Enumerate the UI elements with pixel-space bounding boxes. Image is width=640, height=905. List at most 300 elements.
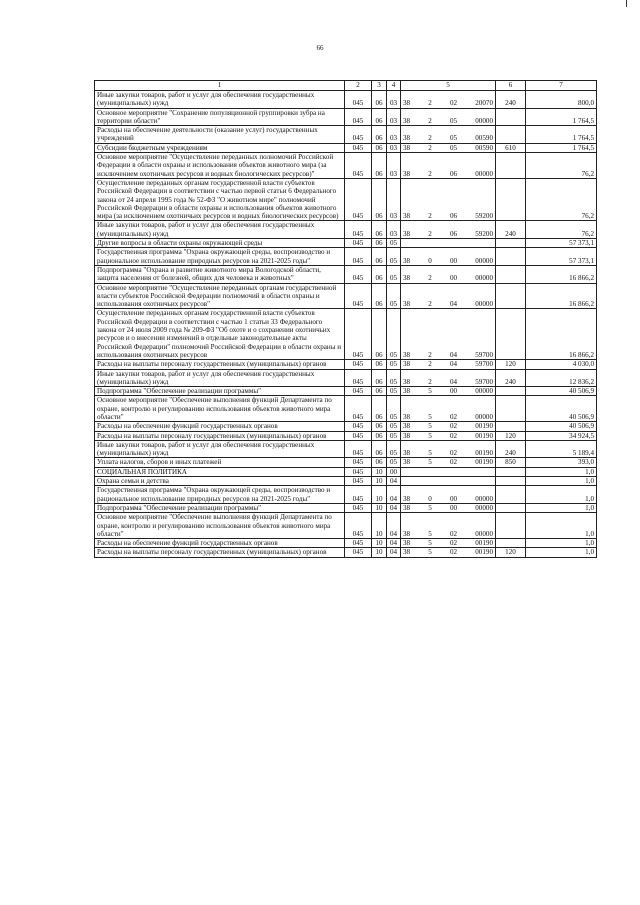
target-article-parts [403, 422, 493, 430]
header-col-3: 3 [372, 81, 387, 91]
header-col-4: 4 [387, 81, 401, 91]
row-expense-type [496, 126, 526, 144]
header-col-1: 1 [95, 81, 345, 91]
table-row [95, 248, 597, 266]
target-article-part: 00000 [475, 256, 493, 265]
row-section-code: 10 [372, 539, 387, 548]
target-article-part: 38 [403, 449, 411, 458]
row-admin-code: 045 [345, 360, 372, 369]
row-expense-type: 120 [496, 431, 526, 440]
target-article-part: 5 [428, 431, 432, 440]
target-article-part: 05 [449, 134, 458, 143]
row-expense-type [496, 539, 526, 548]
row-amount: 4 030,0 [526, 360, 597, 369]
row-name: Субсидии бюджетным учреждениям [95, 143, 345, 152]
header-col-7: 7 [526, 81, 597, 91]
target-article-part: 00000 [475, 169, 493, 178]
row-target-article [401, 221, 496, 239]
target-article-part: 38 [403, 116, 411, 125]
row-expense-type [496, 108, 526, 126]
target-article-part: 04 [449, 360, 458, 369]
table-row [95, 513, 597, 539]
target-article-parts [403, 144, 493, 152]
row-subsection-code: 04 [387, 486, 401, 504]
row-subsection-code: 05 [387, 422, 401, 431]
row-section-code: 06 [372, 369, 387, 387]
row-expense-type: 240 [496, 440, 526, 458]
page-edge-mark [626, 0, 627, 7]
row-target-article [401, 467, 496, 476]
row-section-code: 06 [372, 309, 387, 360]
row-target-article [401, 91, 496, 109]
page-number: 66 [316, 44, 324, 52]
row-section-code: 06 [372, 108, 387, 126]
row-target-article [401, 126, 496, 144]
row-name: Подпрограмма "Обеспечение реализации программы" [95, 387, 345, 396]
target-article-parts [403, 300, 493, 308]
target-article-parts [403, 378, 493, 386]
target-article-parts [403, 413, 493, 421]
row-target-article [401, 387, 496, 396]
row-target-article [401, 248, 496, 266]
target-article-part: 5 [428, 422, 432, 431]
row-section-code: 06 [372, 387, 387, 396]
row-admin-code: 045 [345, 143, 372, 152]
row-target-article [401, 548, 496, 557]
target-article-part: 00000 [475, 412, 493, 421]
target-article-parts [403, 170, 493, 178]
row-subsection-code: 03 [387, 108, 401, 126]
target-article-part: 38 [403, 360, 411, 369]
target-article-part: 02 [449, 539, 458, 548]
row-expense-type [496, 396, 526, 422]
row-section-code: 10 [372, 513, 387, 539]
row-expense-type [496, 422, 526, 431]
target-article-part: 00 [449, 494, 458, 503]
row-subsection-code: 04 [387, 477, 401, 486]
row-subsection-code: 05 [387, 283, 401, 309]
target-article-part: 38 [403, 350, 411, 359]
target-article-part: 02 [449, 422, 458, 431]
row-name: Осуществление переданных органам государственной власти субъектов Российской Федерации в соответствии с частью 1 статьи 33 Федерального закона от 24 июля 2009 года № 209-ФЗ "Об охоте и о сохранении охотничьих ресурсов и о внесении изменений в отдельные законодательные акты Российской Федерации" полномочий Российской Федерации в области охраны и использования охотничьих ресурсов [95, 309, 345, 360]
row-admin-code: 045 [345, 477, 372, 486]
target-article-part: 00000 [475, 494, 493, 503]
row-section-code: 10 [372, 486, 387, 504]
target-article-part: 38 [403, 300, 411, 309]
row-amount: 40 506,9 [526, 422, 597, 431]
row-admin-code: 045 [345, 486, 372, 504]
target-article-part: 00190 [475, 422, 493, 431]
row-expense-type [496, 486, 526, 504]
target-article-part: 00 [449, 387, 458, 396]
row-amount: 40 506,9 [526, 396, 597, 422]
target-article-parts [403, 351, 493, 359]
budget-table [94, 80, 597, 558]
row-target-article [401, 369, 496, 387]
row-subsection-code: 03 [387, 178, 401, 220]
target-article-part: 00190 [475, 539, 493, 548]
row-section-code: 06 [372, 265, 387, 283]
row-target-article [401, 153, 496, 179]
row-subsection-code: 00 [387, 467, 401, 476]
target-article-part: 38 [403, 377, 411, 386]
row-expense-type [496, 387, 526, 396]
row-admin-code: 045 [345, 265, 372, 283]
row-amount: 57 373,1 [526, 239, 597, 248]
target-article-part: 02 [449, 548, 458, 557]
row-subsection-code: 03 [387, 91, 401, 109]
table-row [95, 126, 597, 144]
target-article-part: 38 [403, 212, 411, 221]
target-article-parts [403, 530, 493, 538]
target-article-part: 5 [428, 539, 432, 548]
row-section-code: 06 [372, 422, 387, 431]
table-row [95, 387, 597, 396]
row-subsection-code: 04 [387, 503, 401, 512]
row-expense-type: 120 [496, 360, 526, 369]
row-name: Основное мероприятие "Осуществление переданных органам государственной власти субъектов Российской Федерации полномочий в области охраны и использования охотничьих ресурсов" [95, 283, 345, 309]
row-amount: 1 764,5 [526, 108, 597, 126]
target-article-parts [403, 449, 493, 457]
row-amount: 800,0 [526, 91, 597, 109]
table-row [95, 309, 597, 360]
header-col-6: 6 [496, 81, 526, 91]
target-article-part: 06 [449, 229, 458, 238]
table-row [95, 239, 597, 248]
row-section-code: 06 [372, 178, 387, 220]
target-article-part: 00190 [475, 449, 493, 458]
row-subsection-code: 03 [387, 221, 401, 239]
target-article-part: 59700 [475, 360, 493, 369]
header-col-2: 2 [345, 81, 372, 91]
row-target-article [401, 431, 496, 440]
row-name: Осуществление переданных органам государственной власти субъектов Российской Федерации в соответствии с частью первой статьи 6 Федерального закона от 24 апреля 1995 года № 52-ФЗ "О животном мире" полномочий Российской Федерации в области охраны и использования объектов животного мира (за исключением охотничьих ресурсов и водных биологических ресурсов) [95, 178, 345, 220]
row-admin-code: 045 [345, 108, 372, 126]
target-article-part: 06 [449, 212, 458, 221]
target-article-part: 2 [428, 350, 432, 359]
row-expense-type [496, 477, 526, 486]
target-article-parts [403, 432, 493, 440]
target-article-parts [403, 212, 493, 220]
row-subsection-code: 05 [387, 248, 401, 266]
target-article-part: 59700 [475, 377, 493, 386]
row-name: Подпрограмма "Охрана и развитие животного мира Вологодской области, защита населения от болезней, общих для человека и животных" [95, 265, 345, 283]
target-article-part: 5 [428, 529, 432, 538]
row-amount: 16 866,2 [526, 283, 597, 309]
target-article-part: 2 [428, 134, 432, 143]
row-amount: 393,0 [526, 458, 597, 467]
row-name: Расходы на обеспечение функций государственных органов [95, 422, 345, 431]
row-admin-code: 045 [345, 539, 372, 548]
target-article-part: 06 [449, 169, 458, 178]
target-article-parts [403, 360, 493, 368]
target-article-part: 2 [428, 274, 432, 283]
target-article-part: 2 [428, 116, 432, 125]
row-name: Иные закупки товаров, работ и услуг для обеспечения государственных (муниципальных) нужд [95, 221, 345, 239]
row-name: Другие вопросы в области охраны окружающей среды [95, 239, 345, 248]
row-subsection-code: 05 [387, 431, 401, 440]
target-article-part: 00000 [475, 529, 493, 538]
row-admin-code: 045 [345, 440, 372, 458]
row-name: Основное мероприятие "Сохранение популяционной группировки зубра на территории области" [95, 108, 345, 126]
target-article-part: 59700 [475, 350, 493, 359]
target-article-parts [403, 117, 493, 125]
row-name: Основное мероприятие "Обеспечение выполнения функций Департамента по охране, контролю и регулированию использования объектов животного мира области" [95, 513, 345, 539]
row-expense-type: 120 [496, 548, 526, 557]
row-target-article [401, 309, 496, 360]
row-section-code: 06 [372, 360, 387, 369]
target-article-part: 00 [449, 274, 458, 283]
target-article-part: 2 [428, 229, 432, 238]
target-article-part: 05 [449, 143, 458, 152]
row-target-article [401, 265, 496, 283]
row-name: Охрана семьи и детства [95, 477, 345, 486]
header-col-5: 5 [401, 81, 496, 91]
row-target-article [401, 396, 496, 422]
row-amount: 76,2 [526, 178, 597, 220]
row-admin-code: 045 [345, 283, 372, 309]
row-amount: 1,0 [526, 513, 597, 539]
target-article-part: 00000 [475, 387, 493, 396]
table-row [95, 360, 597, 369]
row-target-article [401, 108, 496, 126]
row-expense-type [496, 503, 526, 512]
target-article-parts [403, 257, 493, 265]
row-name: Расходы на обеспечение функций государственных органов [95, 539, 345, 548]
row-amount: 76,2 [526, 153, 597, 179]
row-amount: 1 764,5 [526, 143, 597, 152]
row-section-code: 06 [372, 458, 387, 467]
target-article-part: 00590 [475, 134, 493, 143]
row-section-code: 06 [372, 126, 387, 144]
target-article-part: 0 [428, 256, 432, 265]
row-expense-type: 850 [496, 458, 526, 467]
row-admin-code: 045 [345, 431, 372, 440]
row-admin-code: 045 [345, 153, 372, 179]
row-admin-code: 045 [345, 503, 372, 512]
row-name: СОЦИАЛЬНАЯ ПОЛИТИКА [95, 467, 345, 476]
target-article-parts [403, 504, 493, 512]
target-article-part: 59200 [475, 229, 493, 238]
row-section-code: 06 [372, 221, 387, 239]
target-article-part: 38 [403, 494, 411, 503]
row-expense-type [496, 513, 526, 539]
target-article-part: 5 [428, 449, 432, 458]
row-amount: 5 189,4 [526, 440, 597, 458]
target-article-parts [403, 99, 493, 107]
target-article-part: 5 [428, 503, 432, 512]
row-amount: 1,0 [526, 548, 597, 557]
row-name: Основное мероприятие "Обеспечение выполнения функций Департамента по охране, контролю и регулированию использования объектов животного мира области" [95, 396, 345, 422]
row-name: Основное мероприятие "Осуществление переданных полномочий Российской Федерации в области охраны и использования объектов животного мира (за исключением охотничьих ресурсов и водных биологических ресурсов)" [95, 153, 345, 179]
row-amount: 12 836,2 [526, 369, 597, 387]
table-row [95, 431, 597, 440]
row-subsection-code: 05 [387, 239, 401, 248]
row-amount: 40 506,9 [526, 387, 597, 396]
row-target-article [401, 513, 496, 539]
target-article-part: 00000 [475, 503, 493, 512]
row-target-article [401, 440, 496, 458]
row-target-article [401, 178, 496, 220]
target-article-part: 00000 [475, 116, 493, 125]
target-article-part: 5 [428, 458, 432, 467]
row-target-article [401, 143, 496, 152]
table-row [95, 467, 597, 476]
table-row [95, 548, 597, 557]
row-amount: 1,0 [526, 467, 597, 476]
row-subsection-code: 05 [387, 265, 401, 283]
target-article-part: 00 [449, 503, 458, 512]
table-row [95, 396, 597, 422]
row-admin-code: 045 [345, 369, 372, 387]
row-target-article [401, 486, 496, 504]
row-subsection-code: 05 [387, 396, 401, 422]
table-header-row [95, 81, 597, 91]
row-amount: 76,2 [526, 221, 597, 239]
row-expense-type [496, 153, 526, 179]
target-article-part: 20070 [475, 99, 493, 108]
row-name: Расходы на обеспечение деятельности (оказание услуг) государственных учреждений [95, 126, 345, 144]
target-article-part: 38 [403, 134, 411, 143]
row-expense-type [496, 309, 526, 360]
row-subsection-code: 04 [387, 513, 401, 539]
row-name: Иные закупки товаров, работ и услуг для обеспечения государственных (муниципальных) нужд [95, 369, 345, 387]
target-article-part: 2 [428, 360, 432, 369]
row-section-code: 06 [372, 91, 387, 109]
table-row [95, 458, 597, 467]
table-row [95, 91, 597, 109]
target-article-part: 2 [428, 377, 432, 386]
row-section-code: 06 [372, 239, 387, 248]
table-row [95, 539, 597, 548]
row-expense-type [496, 265, 526, 283]
target-article-part: 5 [428, 387, 432, 396]
table-row [95, 503, 597, 512]
target-article-part: 38 [403, 387, 411, 396]
row-section-code: 06 [372, 248, 387, 266]
row-admin-code: 045 [345, 396, 372, 422]
target-article-part: 38 [403, 412, 411, 421]
target-article-part: 00000 [475, 274, 493, 283]
row-amount: 16 866,2 [526, 265, 597, 283]
row-expense-type [496, 283, 526, 309]
target-article-parts [403, 134, 493, 142]
row-subsection-code: 03 [387, 153, 401, 179]
table-row [95, 440, 597, 458]
row-subsection-code: 03 [387, 126, 401, 144]
row-expense-type: 240 [496, 369, 526, 387]
target-article-part: 02 [449, 458, 458, 467]
target-article-part: 00590 [475, 143, 493, 152]
row-section-code: 06 [372, 431, 387, 440]
target-article-part: 38 [403, 431, 411, 440]
row-target-article [401, 422, 496, 431]
target-article-part: 38 [403, 529, 411, 538]
table-row [95, 143, 597, 152]
target-article-part: 00190 [475, 548, 493, 557]
row-admin-code: 045 [345, 387, 372, 396]
target-article-part: 2 [428, 169, 432, 178]
row-section-code: 06 [372, 153, 387, 179]
row-subsection-code: 05 [387, 458, 401, 467]
row-admin-code: 045 [345, 221, 372, 239]
row-target-article [401, 477, 496, 486]
row-admin-code: 045 [345, 178, 372, 220]
target-article-part: 2 [428, 212, 432, 221]
row-admin-code: 045 [345, 239, 372, 248]
row-section-code: 06 [372, 283, 387, 309]
row-subsection-code: 03 [387, 143, 401, 152]
row-target-article [401, 239, 496, 248]
target-article-part: 05 [449, 116, 458, 125]
row-target-article [401, 283, 496, 309]
row-amount: 16 866,2 [526, 309, 597, 360]
row-subsection-code: 05 [387, 309, 401, 360]
row-amount: 1,0 [526, 486, 597, 504]
row-target-article [401, 458, 496, 467]
target-article-part: 02 [449, 412, 458, 421]
target-article-part: 2 [428, 99, 432, 108]
target-article-part: 02 [449, 99, 458, 108]
row-name: Государственная программа "Охрана окружающей среды, воспроизводство и рациональное использование природных ресурсов на 2021-2025 годы" [95, 486, 345, 504]
target-article-part: 04 [449, 377, 458, 386]
target-article-part: 02 [449, 449, 458, 458]
row-name: Уплата налогов, сборов и иных платежей [95, 458, 345, 467]
target-article-part: 00190 [475, 458, 493, 467]
row-amount: 57 373,1 [526, 248, 597, 266]
row-admin-code: 045 [345, 248, 372, 266]
row-name: Государственная программа "Охрана окружающей среды, воспроизводство и рациональное использование природных ресурсов на 2021-2025 годы" [95, 248, 345, 266]
row-expense-type [496, 467, 526, 476]
row-section-code: 06 [372, 440, 387, 458]
row-name: Расходы на выплаты персоналу государственных (муниципальных) органов [95, 548, 345, 557]
row-amount: 1,0 [526, 539, 597, 548]
row-name: Иные закупки товаров, работ и услуг для обеспечения государственных (муниципальных) нужд [95, 440, 345, 458]
target-article-part: 38 [403, 169, 411, 178]
row-target-article [401, 539, 496, 548]
row-admin-code: 045 [345, 91, 372, 109]
target-article-part: 00190 [475, 431, 493, 440]
target-article-part: 38 [403, 99, 411, 108]
target-article-part: 59200 [475, 212, 493, 221]
target-article-part: 02 [449, 431, 458, 440]
table-row [95, 369, 597, 387]
target-article-part: 38 [403, 143, 411, 152]
row-subsection-code: 05 [387, 440, 401, 458]
target-article-parts [403, 539, 493, 547]
target-article-part: 5 [428, 548, 432, 557]
table-row [95, 178, 597, 220]
target-article-parts [403, 548, 493, 556]
target-article-part: 38 [403, 422, 411, 431]
row-target-article [401, 503, 496, 512]
table-row [95, 108, 597, 126]
target-article-part: 38 [403, 548, 411, 557]
row-admin-code: 045 [345, 548, 372, 557]
target-article-part: 38 [403, 229, 411, 238]
row-admin-code: 045 [345, 458, 372, 467]
target-article-part: 02 [449, 529, 458, 538]
row-amount: 1 764,5 [526, 126, 597, 144]
target-article-parts [403, 387, 493, 395]
row-admin-code: 045 [345, 467, 372, 476]
target-article-part: 38 [403, 274, 411, 283]
target-article-part: 2 [428, 143, 432, 152]
table-row [95, 265, 597, 283]
row-subsection-code: 04 [387, 539, 401, 548]
row-expense-type [496, 248, 526, 266]
row-target-article [401, 360, 496, 369]
